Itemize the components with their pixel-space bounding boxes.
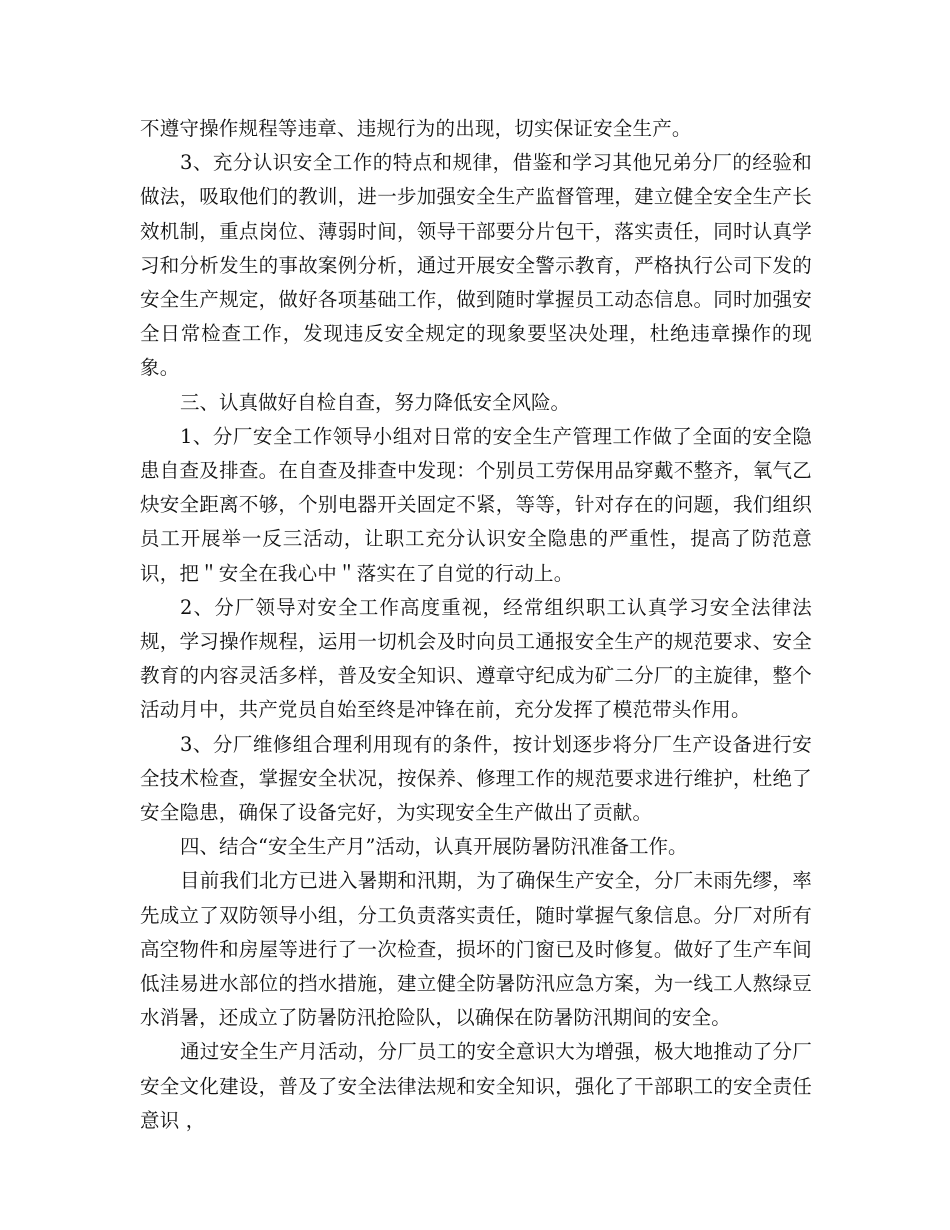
paragraph-item-2-leadership: 2、分厂领导对安全工作高度重视，经常组织职工认真学习安全法律法规，学习操作规程，运用一切机会及时向员工通报安全生产的规范要求、安全教育的内容灵活多样，普及安全知识、遵章守纪成为矿二分厂的主旋律，整个活动月中，共产党员自始至终是冲锋在前，充分发挥了模范带头作用。 (140, 595, 812, 722)
section-heading-four: 四、结合“安全生产月”活动，认真开展防暑防汛准备工作。 (180, 835, 688, 859)
paragraph-flood-prevention: 目前我们北方已进入暑期和汛期，为了确保生产安全，分厂未雨先缪，率先成立了双防领导小组，分工负责落实责任，随时掌握气象信息。分厂对所有高空物件和房屋等进行了一次检查，损坏的门窗已及时修复。做好了生产车间低洼易进水部位的挡水措施，建立健全防暑防汛应急方案，为一线工人熬绿豆水消暑，还成立了防暑防汛抢险队，以确保在防暑防汛期间的安全。 (140, 869, 812, 1030)
paragraph-summary: 通过安全生产月活动，分厂员工的安全意识大为增强，极大地推动了分厂安全文化建设，普及了安全法律法规和安全知识，强化了干部职工的安全责任意识 ， (140, 1040, 812, 1132)
paragraph-continuation: 不遵守操作规程等违章、违规行为的出现，切实保证安全生产。 (140, 117, 692, 140)
paragraph-item-3-maintenance: 3、分厂维修组合理利用现有的条件，按计划逐步将分厂生产设备进行安全技术检查，掌握安全状况，按保养、修理工作的规范要求进行维护，杜绝了安全隐患，确保了设备完好，为实现安全生产做出了贡献。 (140, 732, 812, 825)
section-heading-three: 三、认真做好自检自查，努力降低安全风险。 (180, 390, 571, 414)
paragraph-item-1-self-inspection: 1、分厂安全工作领导小组对日常的安全生产管理工作做了全面的安全隐患自查及排查。在自查及排查中发现：个别员工劳保用品穿戴不整齐，氧气乙炔安全距离不够，个别电器开关固定不紧，等等，针对存在的问题，我们组织员工开展举一反三活动，让职工充分认识安全隐患的严重性，提高了防范意识，把＂安全在我心中＂落实在了自觉的行动上。 (140, 424, 812, 585)
document-page (140, 112, 812, 1138)
paragraph-item-3-lessons: 3、充分认识安全工作的特点和规律，借鉴和学习其他兄弟分厂的经验和做法，吸取他们的教训，进一步加强安全生产监督管理，建立健全安全生产长效机制，重点岗位、薄弱时间，领导干部要分片包干，落实责任，同时认真学习和分析发生的事故案例分析，通过开展安全警示教育，严格执行公司下发的安全生产规定，做好各项基础工作，做到随时掌握员工动态信息。同时加强安全日常检查工作，发现违反安全规定的现象要坚决处理，杜绝违章操作的现象。 (140, 151, 812, 380)
